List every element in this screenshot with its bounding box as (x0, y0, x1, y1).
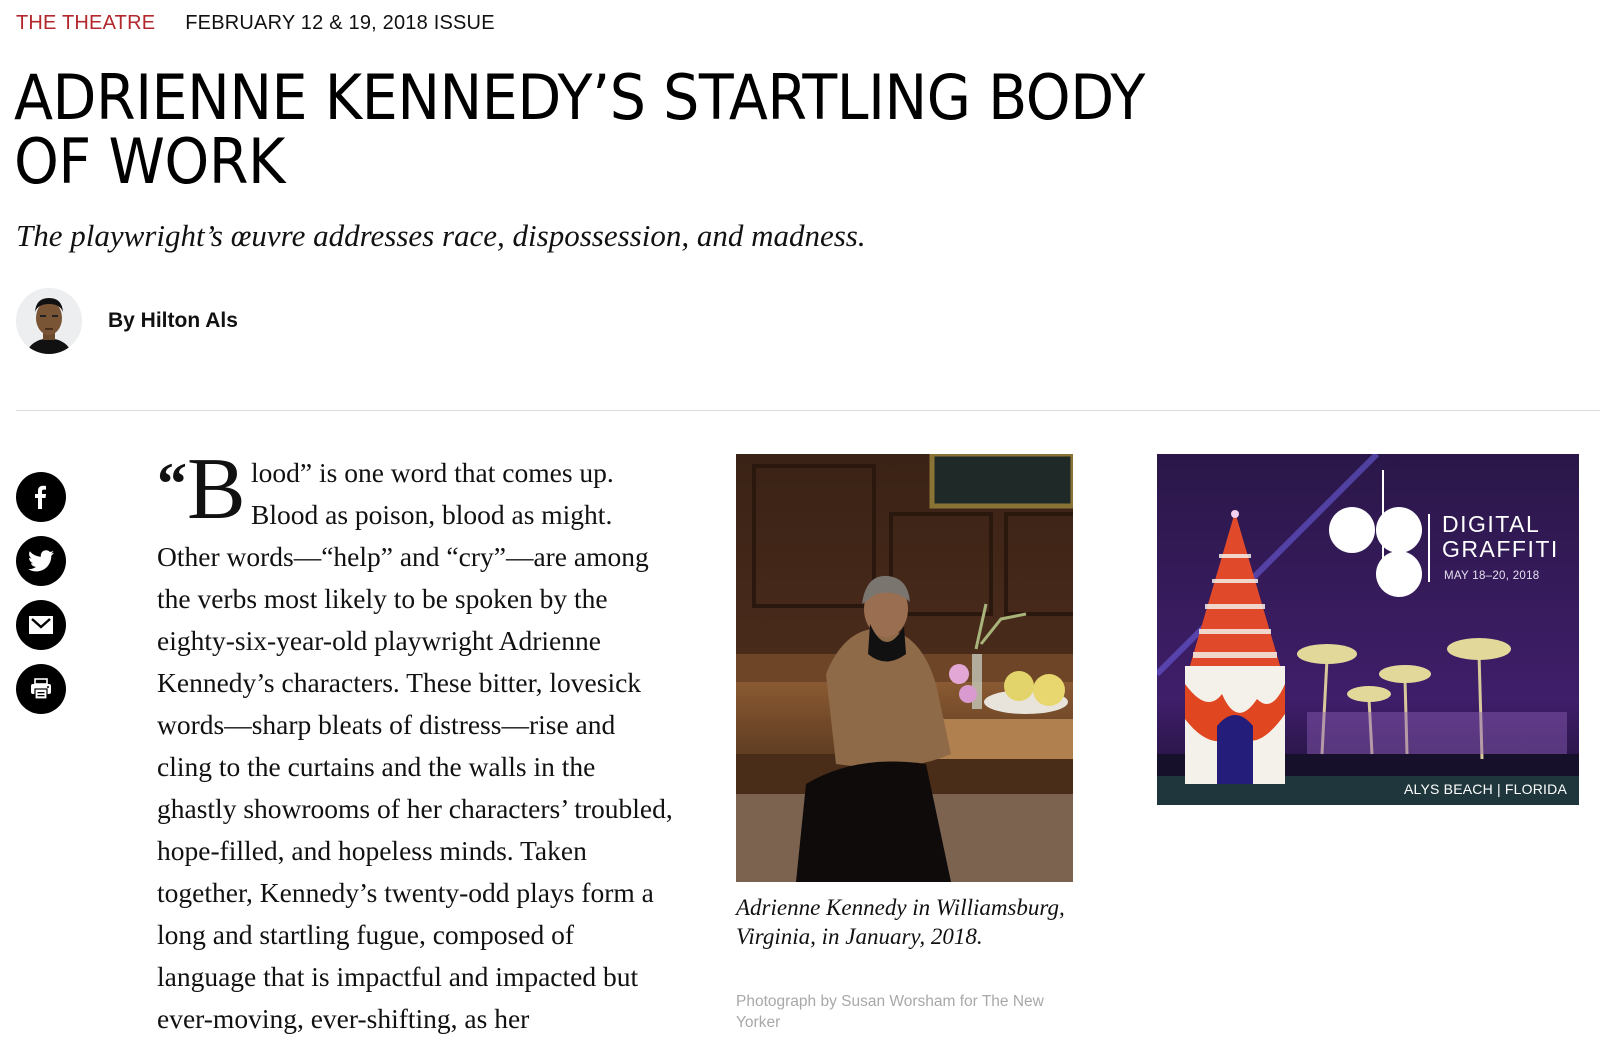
photo-caption: Adrienne Kennedy in Williamsburg, Virginia, in January, 2018. (736, 895, 1065, 949)
facebook-icon (31, 485, 51, 509)
print-button[interactable] (16, 664, 66, 714)
body-line: words—sharp bleats of distress—rise and (157, 709, 616, 740)
share-twitter-button[interactable] (16, 536, 66, 586)
envelope-icon (29, 616, 53, 634)
body-line: Kennedy’s characters. These bitter, lovesick (157, 667, 642, 698)
share-toolbar (16, 472, 66, 714)
body-line: eighty-six-year-old playwright Adrienne (157, 625, 601, 656)
portrait-photo-illustration (736, 454, 1073, 882)
body-line: the verbs most likely to be spoken by the (157, 583, 608, 614)
author-illustration-icon (16, 288, 82, 354)
share-email-button[interactable] (16, 600, 66, 650)
body-line: ever-moving, ever-shifting, as her (157, 1003, 530, 1034)
ad-date: MAY 18–20, 2018 (1444, 570, 1540, 582)
author-link[interactable]: By Hilton Als (108, 309, 238, 332)
body-line: together, Kennedy’s twenty-odd plays form a (157, 877, 654, 908)
article-body (157, 441, 707, 1040)
ad-location: ALYS BEACH | FLORIDA (1404, 781, 1567, 797)
section-rubric-link[interactable]: THE THEATRE (16, 12, 156, 34)
share-facebook-button[interactable] (16, 472, 66, 522)
body-line: cling to the curtains and the walls in the (157, 751, 596, 782)
divider (16, 410, 1600, 411)
author-avatar[interactable] (16, 288, 82, 354)
advertisement[interactable] (1157, 454, 1579, 805)
article-headline: ADRIENNE KENNEDY’S STARTLING BODY OF WORK (14, 61, 1145, 198)
body-line: hope-filled, and hopeless minds. Taken (157, 835, 587, 866)
body-line: Blood as poison, blood as might. (251, 499, 613, 530)
article-dek: The playwright’s œuvre addresses race, dispossession, and madness. (16, 218, 866, 253)
body-line: Other words—“help” and “cry”—are among (157, 541, 649, 572)
body-line: lood” is one word that comes up. (251, 457, 614, 488)
article-photo[interactable] (736, 454, 1073, 882)
article-rubric-row (16, 12, 495, 35)
first-paragraph (157, 441, 707, 538)
ad-title: DIGITAL GRAFFITI (1442, 511, 1559, 562)
byline (16, 288, 238, 354)
body-line: long and startling fugue, composed of (157, 919, 574, 950)
body-line: ghastly showrooms of her characters’ troubled, (157, 793, 673, 824)
twitter-icon (28, 550, 54, 572)
issue-date-link[interactable]: FEBRUARY 12 & 19, 2018 ISSUE (185, 12, 495, 34)
body-line: language that is impactful and impacted but (157, 961, 639, 992)
printer-icon (29, 677, 53, 701)
ad-artwork (1157, 454, 1579, 805)
photo-credit: Photograph by Susan Worsham for The New Yorker (736, 993, 1044, 1031)
drop-cap: “B (157, 441, 246, 538)
